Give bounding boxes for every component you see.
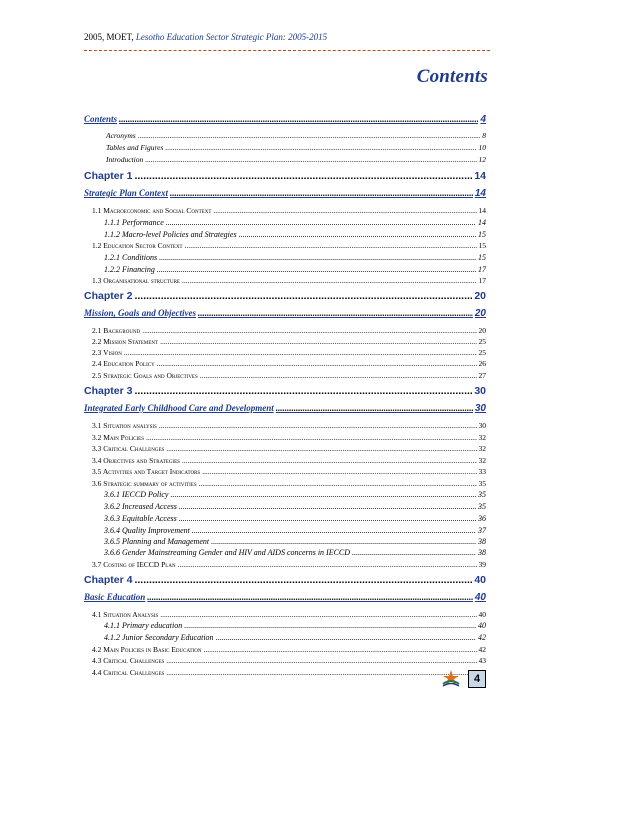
toc-leader-dots bbox=[198, 308, 473, 318]
toc-entry-page: 20 bbox=[474, 308, 486, 319]
toc-entry-title: 1.1.1 Performance bbox=[104, 218, 164, 227]
toc-entry-title: 3.1 Situation analysis bbox=[92, 421, 157, 430]
toc-leader-dots bbox=[157, 359, 477, 368]
toc-entry-title: Introduction bbox=[106, 155, 144, 164]
toc-leader-dots bbox=[213, 206, 476, 215]
toc-entry-page: 35 bbox=[478, 479, 486, 488]
toc-leader-dots bbox=[119, 114, 478, 124]
toc-entry[interactable] bbox=[84, 131, 486, 140]
toc-entry-title: 2.1 Background bbox=[92, 326, 141, 335]
toc-entry-title: Contents bbox=[84, 114, 118, 124]
toc-entry[interactable] bbox=[84, 143, 486, 152]
toc-entry-page: 36 bbox=[478, 514, 486, 523]
toc-entry-title: 3.6.5 Planning and Management bbox=[104, 537, 210, 546]
toc-entry-title: Mission, Goals and Objectives bbox=[84, 308, 197, 318]
toc-entry-title: 1.2.1 Conditions bbox=[104, 253, 158, 262]
toc-entry-title: Chapter 4 bbox=[84, 574, 133, 586]
toc-leader-dots bbox=[182, 456, 477, 465]
toc-entry[interactable] bbox=[84, 218, 486, 227]
toc-entry-page: 38 bbox=[478, 548, 486, 557]
toc-entry-title: 4.4 Critical Challenges bbox=[92, 668, 165, 677]
toc-entry[interactable] bbox=[84, 230, 486, 239]
toc-entry-page: 15 bbox=[478, 241, 486, 250]
toc-leader-dots bbox=[184, 621, 476, 630]
toc-entry-title: 3.6.2 Increased Access bbox=[104, 502, 177, 511]
toc-entry-title: Chapter 2 bbox=[84, 290, 133, 302]
toc-entry-page: 42 bbox=[478, 645, 486, 654]
toc-leader-dots bbox=[142, 326, 476, 335]
toc-entry-page: 20 bbox=[474, 290, 486, 302]
header-prefix: 2005, MOET, bbox=[84, 32, 136, 42]
toc-leader-dots bbox=[134, 385, 472, 397]
toc-leader-dots bbox=[166, 668, 476, 677]
toc-leader-dots bbox=[216, 633, 476, 642]
toc-leader-dots bbox=[159, 421, 477, 430]
toc-entry-title: Chapter 1 bbox=[84, 170, 133, 182]
toc-entry-title: 3.6.3 Equitable Access bbox=[104, 514, 177, 523]
toc-entry[interactable] bbox=[84, 371, 486, 380]
toc-leader-dots bbox=[192, 526, 476, 535]
toc-entry[interactable] bbox=[84, 621, 486, 630]
toc-entry-title: 4.1.2 Junior Secondary Education bbox=[104, 633, 214, 642]
toc-entry[interactable] bbox=[84, 633, 486, 642]
toc-entry[interactable] bbox=[84, 308, 486, 319]
toc-entry[interactable] bbox=[84, 114, 486, 125]
toc-entry-page: 17 bbox=[478, 276, 486, 285]
toc-leader-dots bbox=[185, 241, 477, 250]
page-title: Contents bbox=[416, 66, 488, 87]
toc-leader-dots bbox=[203, 645, 476, 654]
toc-entry[interactable] bbox=[84, 241, 486, 250]
toc-entry-title: 4.1.1 Primary education bbox=[104, 621, 183, 630]
toc-leader-dots bbox=[124, 348, 477, 357]
toc-leader-dots bbox=[199, 479, 477, 488]
toc-entry[interactable] bbox=[84, 592, 486, 603]
toc-entry-title: 1.2.2 Financing bbox=[104, 265, 155, 274]
toc-leader-dots bbox=[178, 560, 477, 569]
toc-leader-dots bbox=[146, 433, 476, 442]
toc-leader-dots bbox=[179, 514, 476, 523]
toc-entry[interactable] bbox=[84, 526, 486, 535]
toc-entry[interactable] bbox=[84, 668, 486, 677]
toc-entry-page: 10 bbox=[478, 143, 486, 152]
toc-entry-title: 2.5 Strategic Goals and Objectives bbox=[92, 371, 198, 380]
toc-entry-page: 25 bbox=[478, 348, 486, 357]
toc-entry-title: 2.3 Vision bbox=[92, 348, 122, 357]
toc-entry-page: 35 bbox=[478, 502, 486, 511]
header-title: Lesotho Education Sector Strategic Plan: 2005-2015 bbox=[135, 32, 328, 42]
toc-leader-dots bbox=[160, 337, 476, 346]
toc-entry-title: 3.5 Activities and Target Indicators bbox=[92, 467, 201, 476]
toc-entry[interactable] bbox=[84, 656, 486, 665]
toc-entry-page: 26 bbox=[478, 359, 486, 368]
toc-entry[interactable] bbox=[84, 444, 486, 453]
toc-entry-page: 38 bbox=[478, 537, 486, 546]
toc-entry[interactable] bbox=[84, 276, 486, 285]
toc-entry-page: 30 bbox=[474, 403, 486, 414]
toc-leader-dots bbox=[138, 131, 481, 140]
toc-entry-page: 30 bbox=[478, 421, 486, 430]
toc-entry-title: 3.6.6 Gender Mainstreaming Gender and HIV and AIDS concerns in IECCD bbox=[104, 548, 351, 557]
toc-entry-page: 14 bbox=[478, 218, 486, 227]
toc-entry-page: 14 bbox=[474, 188, 486, 199]
toc-leader-dots bbox=[239, 230, 476, 239]
toc-entry-page: 40 bbox=[478, 621, 486, 630]
lesotho-education-logo-icon bbox=[440, 668, 462, 688]
toc-leader-dots bbox=[352, 548, 476, 557]
toc-leader-dots bbox=[165, 143, 476, 152]
toc-entry[interactable] bbox=[84, 155, 486, 164]
toc-entry[interactable] bbox=[84, 359, 486, 368]
toc-leader-dots bbox=[134, 574, 472, 586]
toc-entry-title: 3.7 Costing of IECCD Plan bbox=[92, 560, 176, 569]
toc-entry[interactable] bbox=[84, 610, 486, 619]
toc-entry-page: 40 bbox=[474, 574, 486, 586]
toc-entry[interactable] bbox=[84, 348, 486, 357]
toc-entry-page: 4 bbox=[480, 114, 486, 125]
toc-leader-dots bbox=[145, 155, 476, 164]
toc-entry-page: 35 bbox=[478, 490, 486, 499]
toc-entry-page: 33 bbox=[478, 467, 486, 476]
toc-entry-page: 40 bbox=[478, 610, 486, 619]
toc-leader-dots bbox=[159, 253, 476, 262]
page-number: 4 bbox=[468, 670, 486, 688]
toc-entry-title: 2.2 Mission Statement bbox=[92, 337, 159, 346]
toc-entry-page: 12 bbox=[478, 155, 486, 164]
toc-entry-title: 4.3 Critical Challenges bbox=[92, 656, 165, 665]
toc-leader-dots bbox=[200, 371, 477, 380]
toc-leader-dots bbox=[202, 467, 476, 476]
header-rule bbox=[84, 50, 490, 51]
toc-leader-dots bbox=[166, 444, 476, 453]
toc-leader-dots bbox=[166, 218, 476, 227]
toc-leader-dots bbox=[134, 290, 472, 302]
toc-entry-page: 8 bbox=[482, 131, 486, 140]
toc-entry[interactable] bbox=[84, 537, 486, 546]
toc-entry-title: 3.6 Strategic summary of activities bbox=[92, 479, 197, 488]
toc-leader-dots bbox=[211, 537, 476, 546]
toc-entry[interactable] bbox=[84, 326, 486, 335]
toc-entry-title: 3.6.4 Quality Improvement bbox=[104, 526, 190, 535]
toc-entry[interactable] bbox=[84, 170, 486, 182]
toc-entry[interactable] bbox=[84, 253, 486, 262]
toc-leader-dots bbox=[170, 188, 473, 198]
toc-entry-title: 3.6.1 IECCD Policy bbox=[104, 490, 169, 499]
toc-entry-page: 27 bbox=[478, 371, 486, 380]
toc-entry-page: 25 bbox=[478, 337, 486, 346]
toc-leader-dots bbox=[160, 610, 476, 619]
toc-entry[interactable] bbox=[84, 421, 486, 430]
toc-entry[interactable] bbox=[84, 560, 486, 569]
toc-entry-page: 14 bbox=[474, 170, 486, 182]
toc-entry-title: 4.1 Situation Analysis bbox=[92, 610, 159, 619]
toc-leader-dots bbox=[157, 265, 476, 274]
toc-entry[interactable] bbox=[84, 502, 486, 511]
toc-entry[interactable] bbox=[84, 548, 486, 557]
toc-entry[interactable] bbox=[84, 514, 486, 523]
toc-entry-title: 3.4 Objectives and Strategies bbox=[92, 456, 180, 465]
toc-entry-title: Tables and Figures bbox=[106, 143, 164, 152]
toc-entry-title: 1.2 Education Sector Context bbox=[92, 241, 183, 250]
toc-entry[interactable] bbox=[84, 385, 486, 397]
toc-entry[interactable] bbox=[84, 290, 486, 302]
toc-entry-page: 40 bbox=[474, 592, 486, 603]
toc-entry-title: Chapter 3 bbox=[84, 385, 133, 397]
toc-entry-page: 42 bbox=[478, 633, 486, 642]
toc-entry-title: 4.2 Main Policies in Basic Education bbox=[92, 645, 202, 654]
toc-entry[interactable] bbox=[84, 467, 486, 476]
toc-entry-page: 32 bbox=[478, 444, 486, 453]
toc-leader-dots bbox=[134, 170, 472, 182]
toc-entry-page: 32 bbox=[478, 456, 486, 465]
toc-entry[interactable] bbox=[84, 188, 486, 199]
toc-entry[interactable] bbox=[84, 479, 486, 488]
toc-leader-dots bbox=[147, 592, 473, 602]
toc-leader-dots bbox=[166, 656, 476, 665]
toc-entry[interactable] bbox=[84, 574, 486, 586]
toc-entry-title: 1.1 Macroeconomic and Social Context bbox=[92, 206, 212, 215]
toc-entry[interactable] bbox=[84, 403, 486, 414]
toc-entry[interactable] bbox=[84, 433, 486, 442]
toc-entry-title: Acronyms bbox=[106, 131, 136, 140]
toc-entry[interactable] bbox=[84, 490, 486, 499]
toc-entry-page: 43 bbox=[478, 656, 486, 665]
toc-entry[interactable] bbox=[84, 265, 486, 274]
toc-entry-title: Basic Education bbox=[84, 592, 146, 602]
toc-entry-page: 39 bbox=[478, 560, 486, 569]
toc-entry-page: 17 bbox=[478, 265, 486, 274]
toc-entry-page: 15 bbox=[478, 253, 486, 262]
toc-entry[interactable] bbox=[84, 206, 486, 215]
toc-entry-title: Integrated Early Childhood Care and Development bbox=[84, 403, 274, 413]
running-header bbox=[84, 32, 327, 42]
toc-entry-page: 14 bbox=[478, 206, 486, 215]
toc-entry-title: 3.2 Main Policies bbox=[92, 433, 145, 442]
toc-leader-dots bbox=[182, 276, 477, 285]
toc-leader-dots bbox=[276, 403, 473, 413]
toc-entry-page: 20 bbox=[478, 326, 486, 335]
toc-entry-title: Strategic Plan Context bbox=[84, 188, 169, 198]
toc-entry-page: 37 bbox=[478, 526, 486, 535]
toc-leader-dots bbox=[179, 502, 476, 511]
toc-entry-page: 15 bbox=[478, 230, 486, 239]
toc-entry-title: 1.3 Organisational structure bbox=[92, 276, 180, 285]
toc-entry[interactable] bbox=[84, 456, 486, 465]
toc-entry-page: 30 bbox=[474, 385, 486, 397]
toc-entry-title: 2.4 Education Policy bbox=[92, 359, 155, 368]
toc-entry[interactable] bbox=[84, 337, 486, 346]
toc-entry[interactable] bbox=[84, 645, 486, 654]
toc-entry-page: 32 bbox=[478, 433, 486, 442]
toc-entry-title: 1.1.2 Macro-level Policies and Strategies bbox=[104, 230, 237, 239]
toc-leader-dots bbox=[170, 490, 476, 499]
toc-entry-title: 3.3 Critical Challenges bbox=[92, 444, 165, 453]
